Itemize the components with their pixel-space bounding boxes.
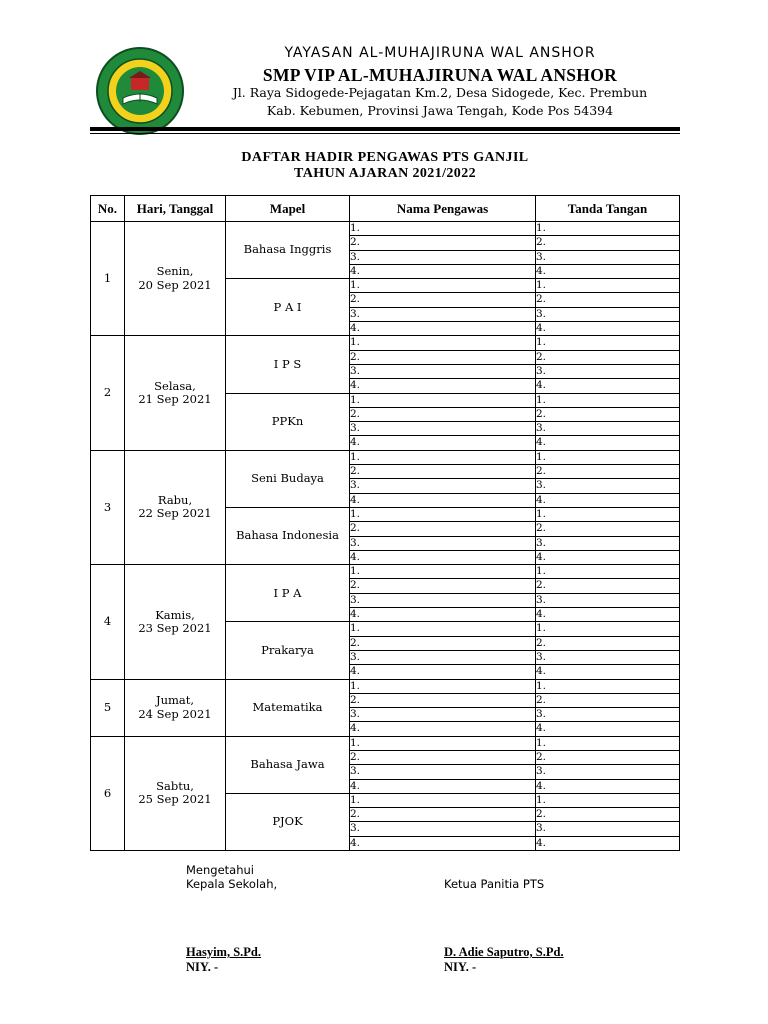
header-rule-thin [90, 133, 680, 134]
row-number: 3 [91, 450, 125, 564]
supervisor-name-slot: 3. [350, 536, 536, 550]
signature-slot: 3. [536, 708, 680, 722]
subject-cell: Bahasa Jawa [226, 736, 350, 793]
exam-date: 22 Sep 2021 [138, 506, 212, 521]
signature-slot: 2. [536, 350, 680, 364]
signature-slot: 3. [536, 822, 680, 836]
signature-slot: 4. [536, 493, 680, 507]
signature-slot: 1. [536, 793, 680, 807]
header-supervisor-name: Nama Pengawas [350, 196, 536, 222]
supervisor-name-slot: 3. [350, 364, 536, 378]
supervisor-name-slot: 3. [350, 479, 536, 493]
signature-slot: 1. [536, 736, 680, 750]
committee-chair-title: Ketua Panitia PTS [444, 877, 545, 891]
supervisor-name-slot: 3. [350, 650, 536, 664]
day-date-cell [125, 679, 226, 736]
subject-cell: I P S [226, 336, 350, 393]
address-line-2: Kab. Kebumen, Provinsi Jawa Tengah, Kode Pos 54394 [266, 103, 614, 118]
exam-date: 20 Sep 2021 [138, 277, 212, 292]
row-number: 1 [91, 222, 125, 336]
signature-slot: 2. [536, 579, 680, 593]
committee-chair-name: D. Adie Saputro, S.Pd. [444, 945, 564, 959]
header-signature: Tanda Tangan [536, 196, 680, 222]
signature-slot: 1. [536, 679, 680, 693]
signature-slot: 4. [536, 779, 680, 793]
supervisor-name-slot: 4. [350, 379, 536, 393]
signature-slot: 3. [536, 536, 680, 550]
supervisor-name-slot: 1. [350, 336, 536, 350]
supervisor-name-slot: 3. [350, 822, 536, 836]
principal-title: Kepala Sekolah, [186, 877, 278, 891]
signature-slot: 1. [536, 507, 680, 521]
day-date-cell [125, 450, 226, 564]
header-no: No. [91, 196, 125, 222]
subject-cell: Bahasa Indonesia [226, 507, 350, 564]
supervisor-name-slot: 1. [350, 222, 536, 236]
signature-slot: 1. [536, 450, 680, 464]
signature-slot: 4. [536, 379, 680, 393]
signature-slot: 1. [536, 565, 680, 579]
attendance-table [90, 195, 680, 851]
supervisor-name-slot: 2. [350, 522, 536, 536]
supervisor-name-slot: 3. [350, 708, 536, 722]
table-row [91, 736, 680, 750]
subject-cell: PPKn [226, 393, 350, 450]
signature-slot: 3. [536, 593, 680, 607]
supervisor-name-slot: 2. [350, 465, 536, 479]
day-date-cell [125, 222, 226, 336]
exam-date: 24 Sep 2021 [138, 706, 212, 721]
table-row [91, 565, 680, 579]
signature-slot: 3. [536, 479, 680, 493]
header-rule-thick [90, 127, 680, 131]
signature-slot: 4. [536, 322, 680, 336]
row-number: 4 [91, 565, 125, 679]
document-title: DAFTAR HADIR PENGAWAS PTS GANJIL [241, 150, 529, 165]
supervisor-name-slot: 2. [350, 350, 536, 364]
supervisor-name-slot: 2. [350, 693, 536, 707]
row-number: 6 [91, 736, 125, 850]
signature-slot: 3. [536, 307, 680, 321]
supervisor-name-slot: 1. [350, 279, 536, 293]
signature-slot: 3. [536, 422, 680, 436]
table-body [91, 222, 680, 851]
supervisor-name-slot: 2. [350, 579, 536, 593]
supervisor-name-slot: 2. [350, 808, 536, 822]
signature-slot: 4. [536, 550, 680, 564]
table-row [91, 222, 680, 236]
signature-slot: 4. [536, 722, 680, 736]
supervisor-name-slot: 2. [350, 750, 536, 764]
supervisor-name-slot: 4. [350, 779, 536, 793]
supervisor-name-slot: 3. [350, 422, 536, 436]
school-name: SMP VIP AL-MUHAJIRUNA WAL ANSHOR [262, 65, 618, 85]
acknowledged-label: Mengetahui [186, 863, 254, 877]
subject-cell: Matematika [226, 679, 350, 736]
day-name: Kamis, [155, 607, 195, 622]
supervisor-name-slot: 3. [350, 307, 536, 321]
supervisor-name-slot: 1. [350, 622, 536, 636]
signature-slot: 3. [536, 650, 680, 664]
signature-slot: 4. [536, 264, 680, 278]
supervisor-name-slot: 1. [350, 450, 536, 464]
exam-date: 25 Sep 2021 [138, 792, 212, 807]
signature-slot: 2. [536, 465, 680, 479]
supervisor-name-slot: 2. [350, 293, 536, 307]
supervisor-name-slot: 4. [350, 264, 536, 278]
signature-slot: 2. [536, 293, 680, 307]
supervisor-name-slot: 1. [350, 507, 536, 521]
supervisor-name-slot: 4. [350, 493, 536, 507]
subject-cell: P A I [226, 279, 350, 336]
supervisor-name-slot: 4. [350, 722, 536, 736]
address-line-1: Jl. Raya Sidogede-Pejagatan Km.2, Desa Sidogede, Kec. Prembun [232, 85, 648, 100]
signature-slot: 2. [536, 407, 680, 421]
supervisor-name-slot: 1. [350, 393, 536, 407]
signature-slot: 1. [536, 279, 680, 293]
principal-niy: NIY. - [186, 960, 219, 974]
signature-slot: 1. [536, 393, 680, 407]
signature-slot: 2. [536, 522, 680, 536]
signature-slot: 3. [536, 765, 680, 779]
signature-slot: 2. [536, 693, 680, 707]
supervisor-name-slot: 3. [350, 765, 536, 779]
supervisor-name-slot: 1. [350, 565, 536, 579]
day-date-cell [125, 736, 226, 850]
row-number: 5 [91, 679, 125, 736]
signature-slot: 2. [536, 236, 680, 250]
signature-slot: 1. [536, 222, 680, 236]
day-name: Jumat, [155, 693, 195, 708]
supervisor-name-slot: 4. [350, 665, 536, 679]
signature-slot: 2. [536, 750, 680, 764]
supervisor-name-slot: 4. [350, 322, 536, 336]
supervisor-name-slot: 1. [350, 793, 536, 807]
signature-slot: 3. [536, 250, 680, 264]
subject-cell: Bahasa Inggris [226, 222, 350, 279]
day-date-cell [125, 336, 226, 450]
subject-cell: Prakarya [226, 622, 350, 679]
supervisor-name-slot: 4. [350, 608, 536, 622]
exam-date: 23 Sep 2021 [138, 620, 212, 635]
principal-name: Hasyim, S.Pd. [186, 945, 262, 959]
table-row [91, 679, 680, 693]
signature-slot: 3. [536, 364, 680, 378]
subject-cell: Seni Budaya [226, 450, 350, 507]
foundation-name: YAYASAN AL-MUHAJIRUNA WAL ANSHOR [284, 45, 596, 61]
table-row [91, 450, 680, 464]
document-subtitle: TAHUN AJARAN 2021/2022 [294, 166, 476, 181]
supervisor-name-slot: 4. [350, 550, 536, 564]
subject-cell: PJOK [226, 793, 350, 850]
supervisor-name-slot: 3. [350, 593, 536, 607]
day-name: Rabu, [157, 493, 193, 508]
supervisor-name-slot: 2. [350, 407, 536, 421]
signature-slot: 1. [536, 336, 680, 350]
table-header-row [91, 196, 680, 222]
supervisor-name-slot: 4. [350, 836, 536, 850]
row-number: 2 [91, 336, 125, 450]
header-subject: Mapel [226, 196, 350, 222]
day-name: Senin, [156, 264, 194, 279]
supervisor-name-slot: 3. [350, 250, 536, 264]
signature-slot: 2. [536, 636, 680, 650]
supervisor-name-slot: 1. [350, 736, 536, 750]
committee-chair-niy: NIY. - [444, 960, 477, 974]
exam-date: 21 Sep 2021 [138, 392, 212, 407]
signature-slot: 4. [536, 436, 680, 450]
supervisor-name-slot: 2. [350, 636, 536, 650]
table-row [91, 336, 680, 350]
header-day-date: Hari, Tanggal [125, 196, 226, 222]
supervisor-name-slot: 4. [350, 436, 536, 450]
day-name: Selasa, [154, 378, 196, 393]
subject-cell: I P A [226, 565, 350, 622]
signature-slot: 2. [536, 808, 680, 822]
signature-slot: 4. [536, 665, 680, 679]
day-name: Sabtu, [156, 779, 194, 794]
day-date-cell [125, 565, 226, 679]
signature-slot: 1. [536, 622, 680, 636]
signature-slot: 4. [536, 608, 680, 622]
supervisor-name-slot: 2. [350, 236, 536, 250]
supervisor-name-slot: 1. [350, 679, 536, 693]
signature-slot: 4. [536, 836, 680, 850]
